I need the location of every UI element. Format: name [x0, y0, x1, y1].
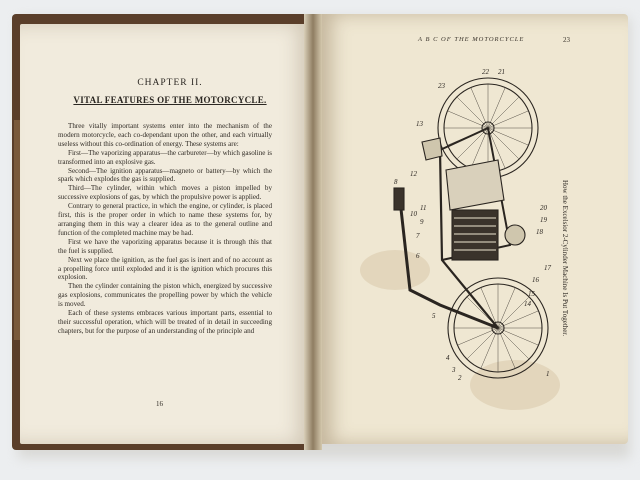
paragraph: Contrary to general practice, in which the engine, or cylinder, is placed first, this is the proper order in which to name these systems for, by arranging them in this way a clearer idea as to the general outline and function of the completed machine may be had.	[58, 202, 272, 237]
figure-caption: How the Excelsior 2-Cylinder Machine Is Put Together.	[561, 180, 569, 337]
callout-label: 7	[416, 232, 420, 240]
callout-label: 17	[544, 264, 551, 272]
book-gutter	[304, 14, 322, 450]
callout-label: 8	[394, 178, 398, 186]
callout-label: 13	[416, 120, 423, 128]
callout-label: 10	[410, 210, 417, 218]
callout-label: 5	[432, 312, 436, 320]
callout-label: 15	[528, 290, 535, 298]
callout-label: 21	[498, 68, 505, 76]
callout-label: 2	[458, 374, 462, 382]
paragraph: First we have the vaporizing apparatus because it is through this that the fuel is supplied.	[58, 237, 272, 255]
paragraph: Second—The ignition apparatus—magneto or battery—by which the spark which explodes the gas is supplied.	[58, 166, 272, 184]
callout-label: 11	[420, 204, 427, 212]
callout-label: 1	[546, 370, 550, 378]
callout-label: 18	[536, 228, 543, 236]
motorcycle-illustration	[380, 60, 570, 390]
paragraph: Third—The cylinder, within which moves a piston impelled by successive explosions of gas, by which the propulsive power is applied.	[58, 184, 272, 202]
running-head: A B C OF THE MOTORCYCLE	[418, 36, 525, 43]
right-page-number: 23	[563, 36, 570, 44]
paragraph: First—The vaporizing apparatus—the carbureter—by which gasoline is transformed into an explosive gas.	[58, 148, 272, 166]
paragraph: Next we place the ignition, as the fuel gas is inert and of no account as a propelling force until exploded and it is the ignition which procures this explosion.	[58, 255, 272, 282]
callout-label: 20	[540, 204, 547, 212]
callout-label: 9	[420, 218, 424, 226]
callout-label: 23	[438, 82, 445, 90]
paragraph: Then the cylinder containing the piston which, energized by successive gas explosions, communicates the propelling power by which the vehicle is moved.	[58, 282, 272, 309]
left-page-body	[58, 122, 272, 336]
callout-label: 6	[416, 252, 420, 260]
chapter-title: CHAPTER II.	[137, 78, 203, 88]
callout-label: 12	[410, 170, 417, 178]
callout-label: 3	[452, 366, 456, 374]
callout-label: 14	[524, 300, 531, 308]
callout-label: 4	[446, 354, 450, 362]
callout-label: 22	[482, 68, 489, 76]
callout-label: 16	[532, 276, 539, 284]
left-page-number: 16	[156, 400, 163, 408]
paragraph: Each of these systems embraces various important parts, essential to their successful operation, which will be treated of in detail in succeeding chapters, but for the purpose of an understanding of the principle and	[58, 309, 272, 335]
callout-label: 19	[540, 216, 547, 224]
paragraph: Three vitally important systems enter into the mechanism of the modern motorcycle, each co-dependant upon the other, and each virtually useless without this co-ordination of energy. These systems are:	[58, 122, 272, 148]
chapter-heading: VITAL FEATURES OF THE MOTORCYCLE.	[73, 95, 267, 105]
